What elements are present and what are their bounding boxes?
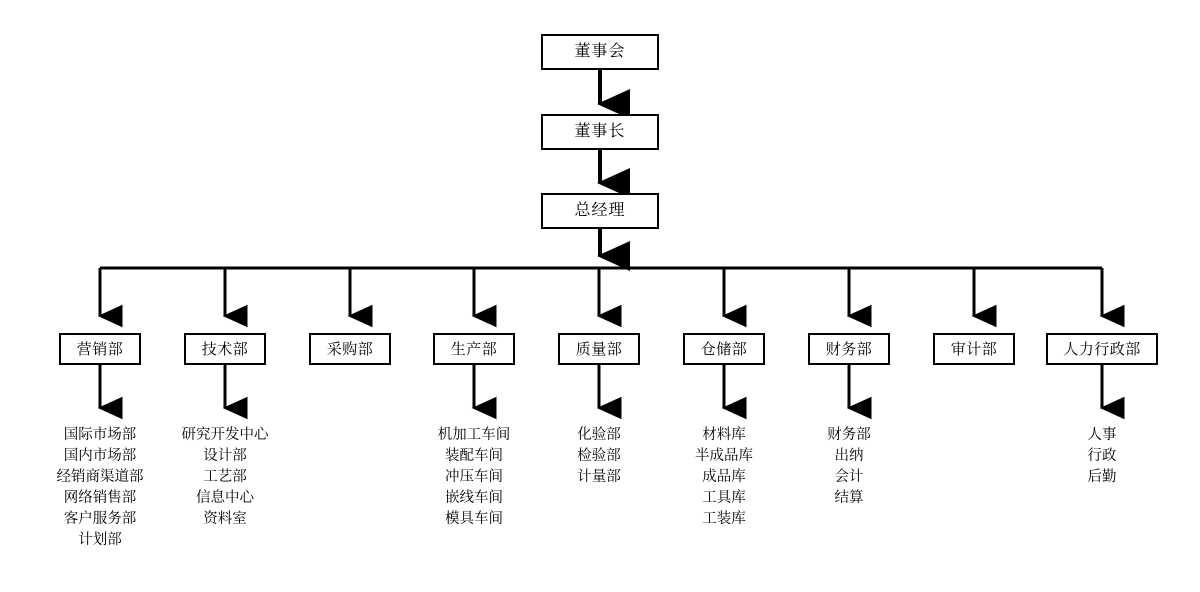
sublist-item: 国内市场部 xyxy=(63,448,137,464)
node-dept-finance[interactable] xyxy=(808,333,890,365)
sublist-item: 检验部 xyxy=(577,448,621,464)
node-general-manager-label: 总经理 xyxy=(574,202,626,219)
sublist-item: 财务部 xyxy=(827,427,871,443)
node-dept-hr-admin[interactable] xyxy=(1046,333,1158,365)
sublist-item: 经销商渠道部 xyxy=(56,469,144,485)
node-board-label: 董事会 xyxy=(574,43,626,60)
node-general-manager[interactable] xyxy=(541,193,659,229)
sublist-technology xyxy=(182,425,269,530)
node-chairman-label: 董事长 xyxy=(574,123,626,140)
node-dept-quality[interactable] xyxy=(558,333,640,365)
sublist-item: 行政 xyxy=(1087,448,1117,464)
node-dept-warehouse[interactable] xyxy=(683,333,765,365)
node-dept-production[interactable] xyxy=(433,333,515,365)
node-dept-audit-label: 审计部 xyxy=(950,340,998,358)
sublist-item: 研究开发中心 xyxy=(181,427,269,443)
sublist-item: 模具车间 xyxy=(445,511,503,527)
node-dept-technology-label: 技术部 xyxy=(201,340,249,358)
node-dept-warehouse-label: 仓储部 xyxy=(700,340,748,358)
sublist-item: 后勤 xyxy=(1087,469,1117,485)
sublist-item: 计划部 xyxy=(78,532,122,548)
node-dept-audit[interactable] xyxy=(933,333,1015,365)
sublist-item: 装配车间 xyxy=(445,448,503,464)
sublist-item: 工艺部 xyxy=(203,469,247,485)
sublist-item: 嵌线车间 xyxy=(445,490,503,506)
sublist-item: 半成品库 xyxy=(695,448,753,464)
sublist-item: 工装库 xyxy=(702,511,746,527)
node-chairman[interactable] xyxy=(541,114,659,150)
sublist-item: 计量部 xyxy=(577,469,621,485)
sublist-item: 工具库 xyxy=(702,490,746,506)
sublist-finance xyxy=(827,425,871,509)
sublist-item: 成品库 xyxy=(702,469,746,485)
node-dept-marketing-label: 营销部 xyxy=(76,340,124,358)
sublist-hr-admin xyxy=(1088,425,1117,488)
node-dept-marketing[interactable] xyxy=(59,333,141,365)
node-dept-finance-label: 财务部 xyxy=(825,340,873,358)
node-dept-technology[interactable] xyxy=(184,333,266,365)
node-board[interactable] xyxy=(541,34,659,70)
node-dept-purchasing[interactable] xyxy=(309,333,391,365)
sublist-item: 材料库 xyxy=(702,427,746,443)
sublist-item: 设计部 xyxy=(203,448,247,464)
sublist-item: 网络销售部 xyxy=(63,490,137,506)
sublist-item: 结算 xyxy=(834,490,864,506)
sublist-item: 出纳 xyxy=(834,448,864,464)
node-dept-production-label: 生产部 xyxy=(450,340,498,358)
sublist-item: 会计 xyxy=(834,469,864,485)
sublist-item: 机加工车间 xyxy=(437,427,511,443)
node-dept-purchasing-label: 采购部 xyxy=(326,340,374,358)
sublist-item: 信息中心 xyxy=(196,490,254,506)
sublist-item: 客户服务部 xyxy=(63,511,137,527)
node-dept-hr-admin-label: 人力行政部 xyxy=(1063,340,1141,358)
sublist-item: 资料室 xyxy=(203,511,247,527)
sublist-item: 冲压车间 xyxy=(445,469,503,485)
sublist-quality xyxy=(577,425,621,488)
node-dept-quality-label: 质量部 xyxy=(575,340,623,358)
sublist-warehouse xyxy=(695,425,753,530)
sublist-marketing xyxy=(57,425,144,551)
sublist-item: 化验部 xyxy=(577,427,621,443)
sublist-item: 人事 xyxy=(1087,427,1117,443)
sublist-item: 国际市场部 xyxy=(63,427,137,443)
sublist-production xyxy=(438,425,511,530)
